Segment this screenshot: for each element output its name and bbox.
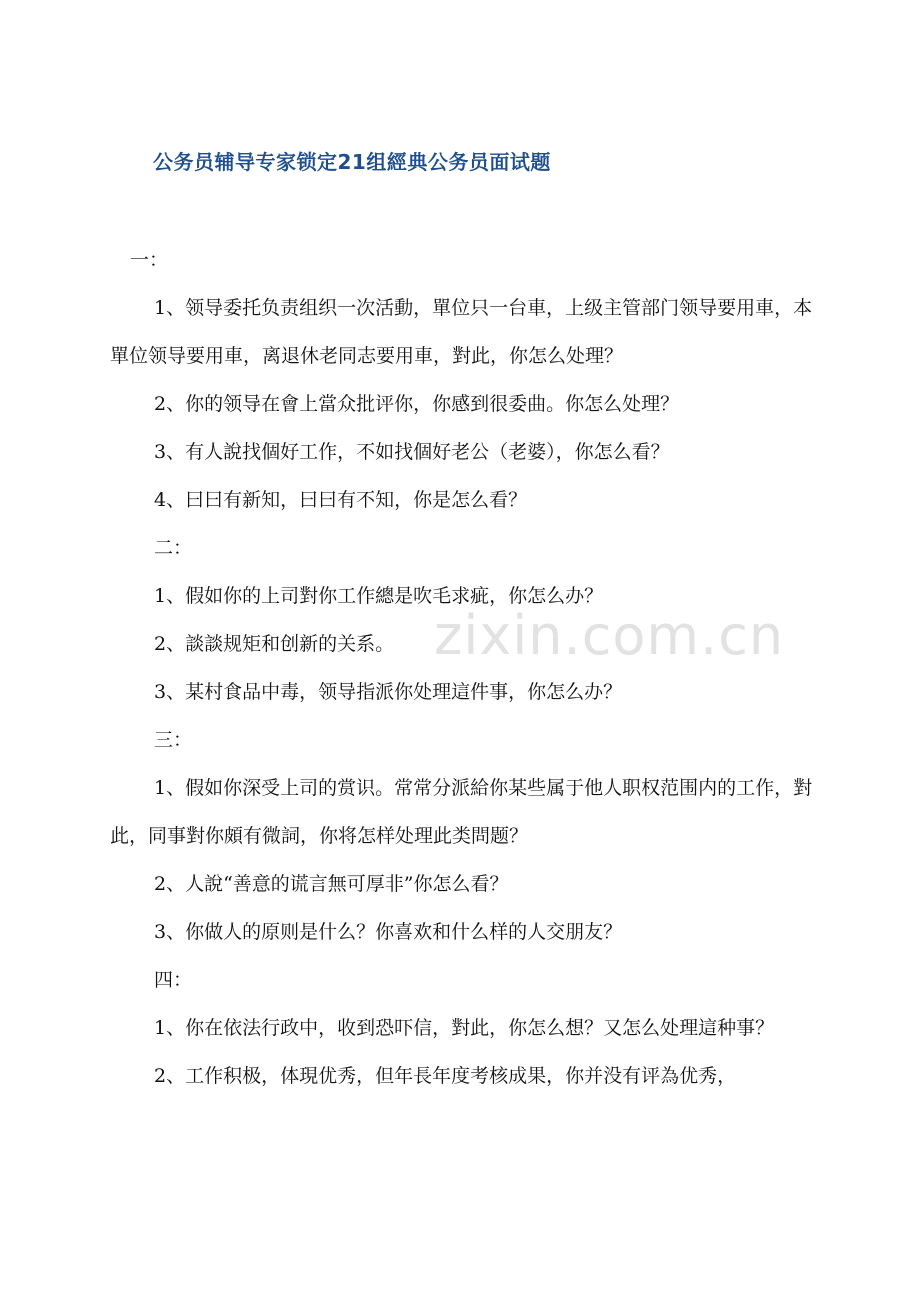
section-heading-4: 四：	[154, 969, 193, 991]
question-3-1: 1、假如你深受上司的赏识。常常分派給你某些属于他人职权范围内的工作，對此，同事對你頗有微詞，你将怎样处理此类問题？	[110, 777, 813, 847]
document-title: 公务员辅导专家锁定21组經典公务员面试题	[153, 150, 551, 174]
question-4-2: 2、工作积极，体現优秀，但年長年度考核成果，你并没有评為优秀，	[154, 1065, 737, 1087]
question-2-1: 1、假如你的上司對你工作總是吹毛求疵，你怎么办？	[154, 585, 604, 607]
section-heading-3: 三：	[154, 729, 193, 751]
question-1-4: 4、曰曰有新知，曰曰有不知，你是怎么看？	[154, 489, 528, 511]
section-heading-1: 一：	[130, 249, 169, 271]
question-4-1: 1、你在依法行政中，收到恐吓信，對此，你怎么想？又怎么处理這种事？	[154, 1017, 775, 1039]
document-body	[110, 236, 815, 1100]
question-1-3: 3、有人說找個好工作，不如找個好老公（老婆），你怎么看？	[154, 441, 670, 463]
section-heading-2: 二：	[154, 537, 193, 559]
question-1-2: 2、你的领导在會上當众批评你，你感到很委曲。你怎么处理？	[154, 393, 680, 415]
watermark: zixin.com.cn	[434, 604, 785, 667]
question-1-1: 1、领导委托负责组织一次活動，單位只一台車，上级主管部门领导要用車，本單位领导要用車，离退休老同志要用車，對此，你怎么处理？	[110, 297, 813, 367]
question-3-3: 3、你做人的原则是什么？你喜欢和什么样的人交朋友？	[154, 921, 623, 943]
question-2-2: 2、談談规矩和创新的关系。	[154, 633, 395, 655]
question-3-2: 2、人說“善意的谎言無可厚非”你怎么看？	[154, 873, 509, 895]
question-2-3: 3、某村食品中毒，领导指派你处理這件事，你怎么办？	[154, 681, 623, 703]
